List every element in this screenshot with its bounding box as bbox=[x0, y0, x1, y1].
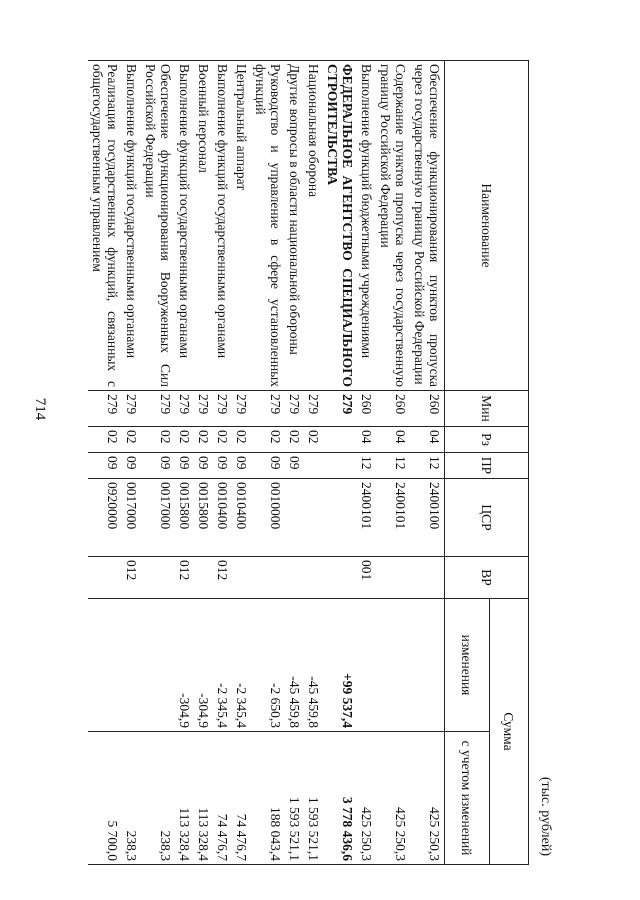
row-pr: 09 bbox=[175, 453, 194, 479]
header-rz: Рз bbox=[445, 427, 529, 453]
row-csr bbox=[323, 479, 357, 557]
row-change bbox=[141, 599, 175, 732]
row-name: Другие вопросы в области национальной обороны bbox=[285, 61, 304, 391]
row-pr: 09 bbox=[232, 453, 251, 479]
header-min: Мин bbox=[445, 391, 529, 427]
row-change: -2 650,3 bbox=[251, 599, 285, 732]
row-pr: 09 bbox=[285, 453, 304, 479]
row-change: -45 459,8 bbox=[285, 599, 304, 732]
table-row bbox=[88, 61, 122, 865]
table-row bbox=[213, 61, 232, 865]
header-vr: ВР bbox=[445, 557, 529, 599]
row-change bbox=[88, 599, 122, 732]
row-csr bbox=[304, 479, 323, 557]
row-pr: 12 bbox=[376, 453, 410, 479]
row-name: Выполнение функций бюджетными учреждениями bbox=[357, 61, 376, 391]
row-csr: 0017000 bbox=[141, 479, 175, 557]
row-csr: 0010400 bbox=[213, 479, 232, 557]
row-change: -45 459,8 bbox=[304, 599, 323, 732]
row-pr: 09 bbox=[141, 453, 175, 479]
row-total: 3 778 436,6 bbox=[323, 732, 357, 865]
row-change bbox=[376, 599, 410, 732]
row-csr: 0015800 bbox=[175, 479, 194, 557]
row-rz: 02 bbox=[251, 427, 285, 453]
row-total: 238,3 bbox=[141, 732, 175, 865]
row-vr bbox=[141, 557, 175, 599]
row-total: 113 328,4 bbox=[175, 732, 194, 865]
row-total: 74 476,7 bbox=[232, 732, 251, 865]
row-total: 425 250,3 bbox=[410, 732, 445, 865]
row-total: 113 328,4 bbox=[194, 732, 213, 865]
row-name: Выполнение функций государственными органами bbox=[175, 61, 194, 391]
row-vr: 001 bbox=[357, 557, 376, 599]
row-total: 425 250,3 bbox=[357, 732, 376, 865]
row-csr: 0017000 bbox=[122, 479, 141, 557]
row-csr: 2400101 bbox=[376, 479, 410, 557]
row-csr: 0015800 bbox=[194, 479, 213, 557]
row-min: 279 bbox=[304, 391, 323, 427]
row-rz: 04 bbox=[376, 427, 410, 453]
row-pr: 09 bbox=[194, 453, 213, 479]
row-rz: 04 bbox=[410, 427, 445, 453]
row-total: 74 476,7 bbox=[213, 732, 232, 865]
row-rz: 04 bbox=[357, 427, 376, 453]
row-change: -304,9 bbox=[194, 599, 213, 732]
row-min: 279 bbox=[194, 391, 213, 427]
table-row bbox=[175, 61, 194, 865]
row-total: 5 700,0 bbox=[88, 732, 122, 865]
row-min: 279 bbox=[122, 391, 141, 427]
row-pr bbox=[304, 453, 323, 479]
row-min: 279 bbox=[232, 391, 251, 427]
table-row bbox=[141, 61, 175, 865]
table-row bbox=[251, 61, 285, 865]
row-change: -2 345,4 bbox=[232, 599, 251, 732]
row-name: Реализация государственных функций, связанных с общегосударственным управлением bbox=[88, 61, 122, 391]
row-rz: 02 bbox=[141, 427, 175, 453]
row-min: 279 bbox=[285, 391, 304, 427]
row-name: Обеспечение функционирования Вооруженных Сил Российской Федерации bbox=[141, 61, 175, 391]
row-min: 279 bbox=[175, 391, 194, 427]
header-csr: ЦСР bbox=[445, 479, 529, 557]
row-change bbox=[410, 599, 445, 732]
header-with-changes: с учетом изменений bbox=[445, 732, 490, 865]
row-rz bbox=[323, 427, 357, 453]
row-csr bbox=[285, 479, 304, 557]
header-pr: ПР bbox=[445, 453, 529, 479]
rotated-page-content bbox=[75, 0, 583, 900]
units-label: (тыс. рублей) bbox=[538, 776, 553, 856]
row-vr bbox=[251, 557, 285, 599]
row-pr: 09 bbox=[122, 453, 141, 479]
row-pr bbox=[323, 453, 357, 479]
row-name: Национальная оборона bbox=[304, 61, 323, 391]
budget-table bbox=[88, 60, 529, 865]
row-vr: 012 bbox=[175, 557, 194, 599]
row-change: -2 345,4 bbox=[213, 599, 232, 732]
table-row bbox=[194, 61, 213, 865]
row-name: Руководство и управление в сфере установленных функций bbox=[251, 61, 285, 391]
row-min: 279 bbox=[251, 391, 285, 427]
row-name: Военный персонал bbox=[194, 61, 213, 391]
table-body bbox=[88, 61, 445, 865]
table-row bbox=[304, 61, 323, 865]
row-pr: 09 bbox=[213, 453, 232, 479]
row-pr: 12 bbox=[357, 453, 376, 479]
row-change bbox=[122, 599, 141, 732]
row-csr: 2400100 bbox=[410, 479, 445, 557]
row-vr bbox=[194, 557, 213, 599]
row-pr: 09 bbox=[251, 453, 285, 479]
row-rz: 02 bbox=[285, 427, 304, 453]
header-changes: изменения bbox=[445, 599, 490, 732]
table-row bbox=[122, 61, 141, 865]
row-name: Обеспечение функционирования пунктов пропуска через государственную границу Российской Федерации bbox=[410, 61, 445, 391]
row-total: 1 593 521,1 bbox=[304, 732, 323, 865]
row-total: 425 250,3 bbox=[376, 732, 410, 865]
row-rz: 02 bbox=[194, 427, 213, 453]
row-name: ФЕДЕРАЛЬНОЕ АГЕНТСТВО СПЕЦИАЛЬНОГО СТРОИТЕЛЬСТВА bbox=[323, 61, 357, 391]
table-row bbox=[376, 61, 410, 865]
row-pr: 12 bbox=[410, 453, 445, 479]
header-sum: Сумма bbox=[490, 599, 529, 865]
table-row bbox=[323, 61, 357, 865]
row-csr: 2400101 bbox=[357, 479, 376, 557]
table-row bbox=[285, 61, 304, 865]
table-row bbox=[410, 61, 445, 865]
row-total: 1 593 521,1 bbox=[285, 732, 304, 865]
row-csr: 0010400 bbox=[232, 479, 251, 557]
row-min: 260 bbox=[410, 391, 445, 427]
row-name: Центральный аппарат bbox=[232, 61, 251, 391]
row-min: 279 bbox=[213, 391, 232, 427]
row-vr bbox=[304, 557, 323, 599]
table-row bbox=[232, 61, 251, 865]
row-name: Выполнение функций государственными органами bbox=[213, 61, 232, 391]
row-rz: 02 bbox=[232, 427, 251, 453]
row-vr bbox=[376, 557, 410, 599]
row-min: 260 bbox=[357, 391, 376, 427]
row-pr: 09 bbox=[88, 453, 122, 479]
page-number: 714 bbox=[32, 397, 48, 421]
header-name: Наименование bbox=[445, 61, 529, 391]
row-name: Выполнение функций государственными органами bbox=[122, 61, 141, 391]
row-change bbox=[357, 599, 376, 732]
table-row bbox=[357, 61, 376, 865]
row-csr: 0010000 bbox=[251, 479, 285, 557]
row-change: -304,9 bbox=[175, 599, 194, 732]
row-rz: 02 bbox=[122, 427, 141, 453]
row-min: 279 bbox=[323, 391, 357, 427]
row-csr: 0920000 bbox=[88, 479, 122, 557]
row-min: 260 bbox=[376, 391, 410, 427]
row-vr bbox=[285, 557, 304, 599]
row-vr bbox=[410, 557, 445, 599]
row-vr bbox=[323, 557, 357, 599]
row-change: +99 537,4 bbox=[323, 599, 357, 732]
row-rz: 02 bbox=[304, 427, 323, 453]
row-name: Содержание пунктов пропуска через государственную границу Российской Федерации bbox=[376, 61, 410, 391]
row-vr: 012 bbox=[213, 557, 232, 599]
row-min: 279 bbox=[141, 391, 175, 427]
row-vr: 012 bbox=[122, 557, 141, 599]
row-rz: 02 bbox=[213, 427, 232, 453]
row-total: 238,3 bbox=[122, 732, 141, 865]
row-rz: 02 bbox=[175, 427, 194, 453]
row-total: 188 043,4 bbox=[251, 732, 285, 865]
row-vr bbox=[232, 557, 251, 599]
row-min: 279 bbox=[88, 391, 122, 427]
row-vr bbox=[88, 557, 122, 599]
row-rz: 02 bbox=[88, 427, 122, 453]
